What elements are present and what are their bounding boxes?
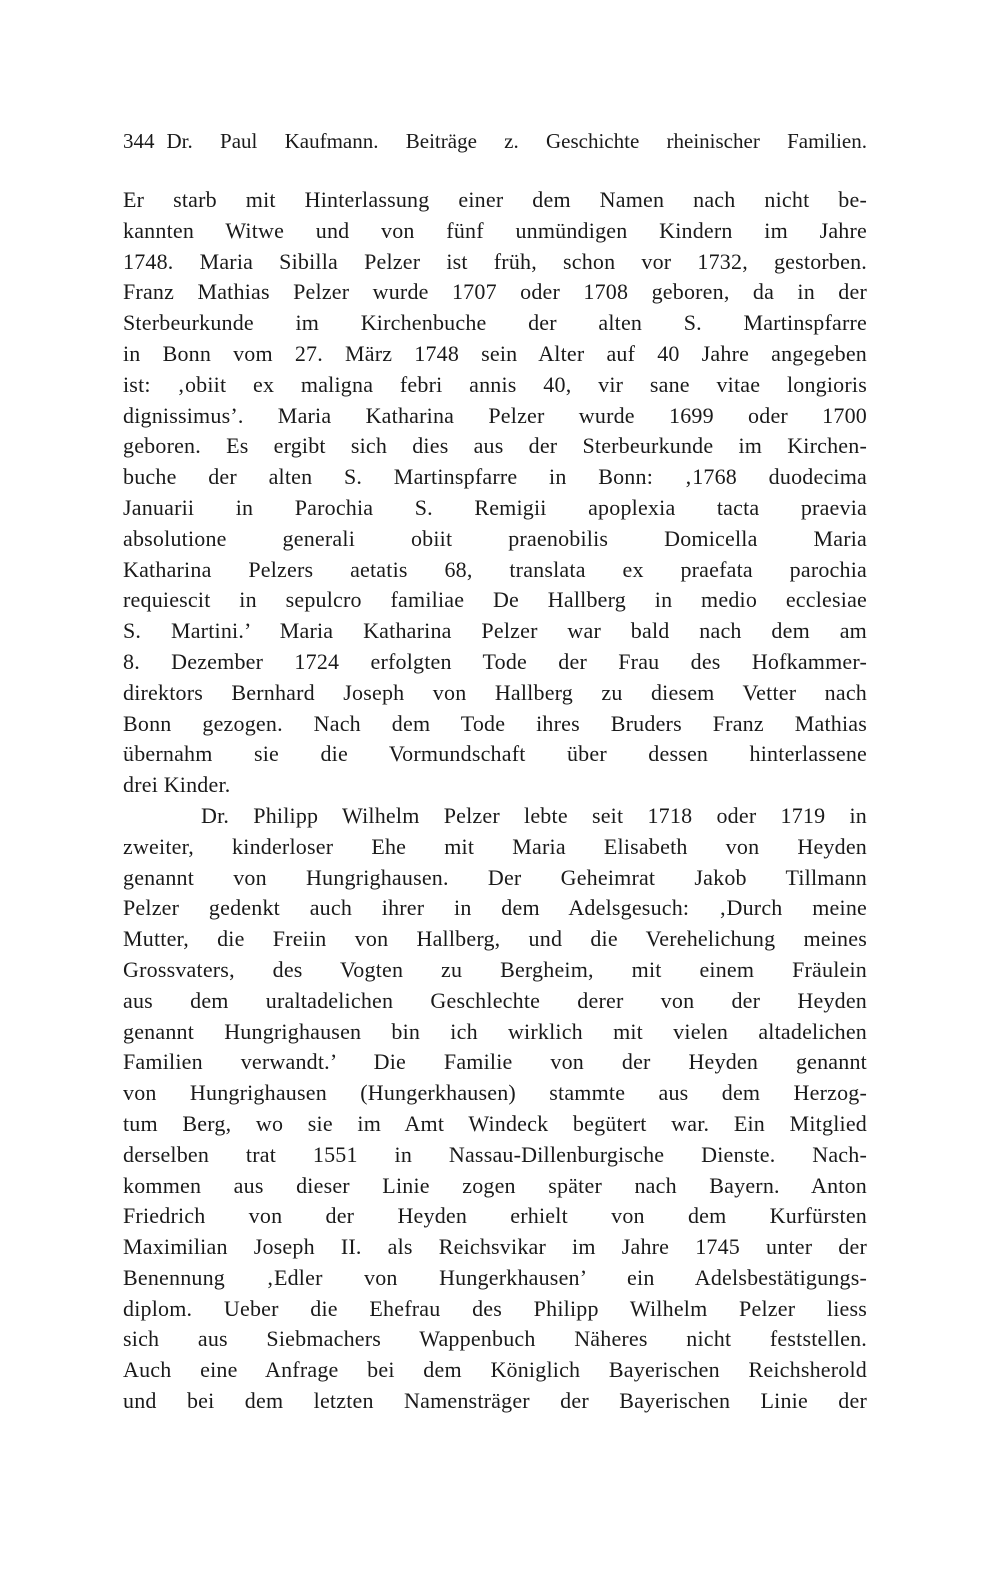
text-line: übernahm sie die Vormundschaft über dessen hinterlassene bbox=[123, 741, 867, 767]
text-line: S. Martini.’ Maria Katharina Pelzer war bald nach dem am bbox=[123, 618, 867, 644]
text-line: Franz Mathias Pelzer wurde 1707 oder 1708 geboren, da in der bbox=[123, 279, 867, 305]
running-header bbox=[123, 129, 867, 154]
text-line: absolutione generali obiit praenobilis Domicella Maria bbox=[123, 525, 867, 551]
text-line: tum Berg, wo sie im Amt Windeck begütert war. Ein Mitglied bbox=[123, 1110, 867, 1136]
text-line: 8. Dezember 1724 erfolgten Tode der Frau des Hofkammer- bbox=[123, 648, 867, 674]
text-line: Dr. Philipp Wilhelm Pelzer lebte seit 1718 oder 1719 in bbox=[201, 802, 867, 828]
text-line: genannt von Hungrighausen. Der Geheimrat Jakob Tillmann bbox=[123, 864, 867, 890]
text-line: buche der alten S. Martinspfarre in Bonn: ‚1768 duodecima bbox=[123, 464, 867, 490]
text-line: zweiter, kinderloser Ehe mit Maria Elisabeth von Heyden bbox=[123, 833, 867, 859]
text-line: Grossvaters, des Vogten zu Bergheim, mit einem Fräulein bbox=[123, 956, 867, 982]
body-text bbox=[123, 185, 867, 1417]
text-line: Maximilian Joseph II. als Reichsvikar im Jahre 1745 unter der bbox=[123, 1234, 867, 1260]
text-line: drei Kinder. bbox=[123, 772, 231, 798]
text-line: Auch eine Anfrage bei dem Königlich Bayerischen Reichsherold bbox=[123, 1357, 867, 1383]
text-line: diplom. Ueber die Ehefrau des Philipp Wilhelm Pelzer liess bbox=[123, 1295, 867, 1321]
text-line: von Hungrighausen (Hungerkhausen) stammte aus dem Herzog- bbox=[123, 1080, 867, 1106]
text-line: Bonn gezogen. Nach dem Tode ihres Bruders Franz Mathias bbox=[123, 710, 867, 736]
text-line: aus dem uraltadelichen Geschlechte derer von der Heyden bbox=[123, 987, 867, 1013]
page-number: 344 bbox=[123, 129, 155, 153]
text-line: Mutter, die Freiin von Hallberg, und die Verehelichung meines bbox=[123, 926, 867, 952]
text-line: Sterbeurkunde im Kirchenbuche der alten S. Martinspfarre bbox=[123, 310, 867, 336]
text-line: in Bonn vom 27. März 1748 sein Alter auf 40 Jahre angegeben bbox=[123, 340, 867, 366]
text-line: geboren. Es ergibt sich dies aus der Sterbeurkunde im Kirchen- bbox=[123, 433, 867, 459]
text-line: Friedrich von der Heyden erhielt von dem Kurfürsten bbox=[123, 1203, 867, 1229]
text-line: Pelzer gedenkt auch ihrer in dem Adelsgesuch: ‚Durch meine bbox=[123, 895, 867, 921]
text-line: sich aus Siebmachers Wappenbuch Näheres nicht feststellen. bbox=[123, 1326, 867, 1352]
text-line: und bei dem letzten Namensträger der Bayerischen Linie der bbox=[123, 1388, 867, 1414]
text-line: kommen aus dieser Linie zogen später nach Bayern. Anton bbox=[123, 1172, 867, 1198]
text-line: 1748. Maria Sibilla Pelzer ist früh, schon vor 1732, gestorben. bbox=[123, 248, 867, 274]
text-line: Benennung ‚Edler von Hungerkhausen’ ein Adelsbestätigungs- bbox=[123, 1264, 867, 1290]
text-line: Januarii in Parochia S. Remigii apoplexia tacta praevia bbox=[123, 494, 867, 520]
text-line: requiescit in sepulcro familiae De Hallberg in medio ecclesiae bbox=[123, 587, 867, 613]
text-line: dignissimus’. Maria Katharina Pelzer wurde 1699 oder 1700 bbox=[123, 402, 867, 428]
text-line: Er starb mit Hinterlassung einer dem Namen nach nicht be- bbox=[123, 187, 867, 212]
text-line: ist: ‚obiit ex maligna febri annis 40, vir sane vitae longioris bbox=[123, 371, 867, 397]
text-line: Familien verwandt.’ Die Familie von der Heyden genannt bbox=[123, 1049, 867, 1075]
text-line: kannten Witwe und von fünf unmündigen Kindern im Jahre bbox=[123, 217, 867, 243]
text-line: genannt Hungrighausen bin ich wirklich mit vielen altadelichen bbox=[123, 1018, 867, 1044]
running-title: Dr. Paul Kaufmann. Beiträge z. Geschichte rheinischer Familien. bbox=[166, 129, 867, 153]
text-line: Katharina Pelzers aetatis 68, translata ex praefata parochia bbox=[123, 556, 867, 582]
text-line: direktors Bernhard Joseph von Hallberg zu diesem Vetter nach bbox=[123, 679, 867, 705]
text-line: derselben trat 1551 in Nassau-Dillenburgische Dienste. Nach- bbox=[123, 1141, 867, 1167]
